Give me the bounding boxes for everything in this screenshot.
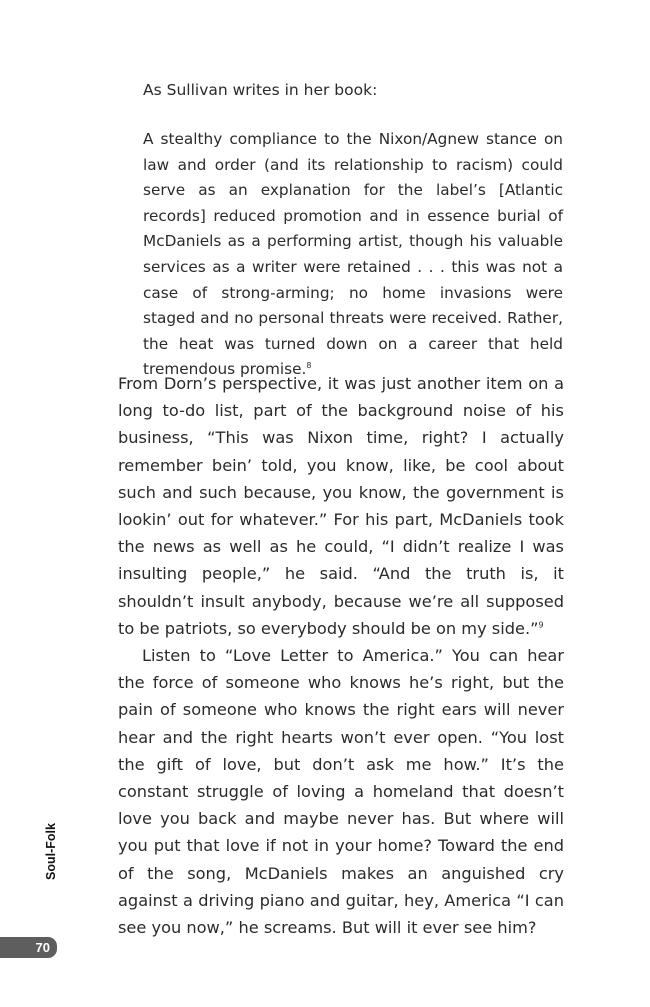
block-quote bbox=[143, 127, 563, 383]
running-head: Soul-Folk bbox=[44, 823, 58, 880]
paragraph-dorn-text: From Dorn’s perspective, it was just another item on a long to-do list, part of the background noise of his business, “This was Nixon time, right? I actually remember bein’ told, you know, like, be cool about such and such because, you know, the government is lookin’ out for whatever.” For his part, McDaniels took the news as well as he could, “I didn’t realize I was insulting people,” he said. “And the truth is, it shouldn’t insult anybody, because we’re all supposed to be patriots, so everybody should be on my side.” bbox=[118, 374, 564, 638]
block-quote-text: A stealthy compliance to the Nixon/Agnew stance on law and order (and its relationship to racism) could serve as an explanation for the label’s [Atlantic records] reduced promotion and in essence burial of McDaniels as a performing artist, though his valuable services as a writer were retained . . . this was not a case of strong-arming; no home invasions were staged and no personal threats were received. Rather, the heat was turned down on a career that held tremendous promise. bbox=[143, 130, 563, 379]
paragraph-dorn bbox=[118, 370, 564, 642]
intro-line: As Sullivan writes in her book: bbox=[143, 81, 378, 99]
footnote-marker-9: 9 bbox=[538, 620, 544, 630]
body-text bbox=[118, 370, 564, 941]
page-number: 70 bbox=[0, 937, 57, 958]
paragraph-love-letter: Listen to “Love Letter to America.” You can hear the force of someone who knows he’s right, but the pain of someone who knows the right ears will never hear and the right hearts won’t ever open. “You lost the gift of love, but don’t ask me how.” It’s the constant struggle of loving a homeland that doesn’t love you back and maybe never has. But where will you put that love if not in your home? Toward the end of the song, McDaniels makes an anguished cry against a driving piano and guitar, hey, America “I can see you now,” he screams. But will it ever see him? bbox=[118, 646, 564, 938]
footnote-marker-8: 8 bbox=[306, 361, 312, 371]
